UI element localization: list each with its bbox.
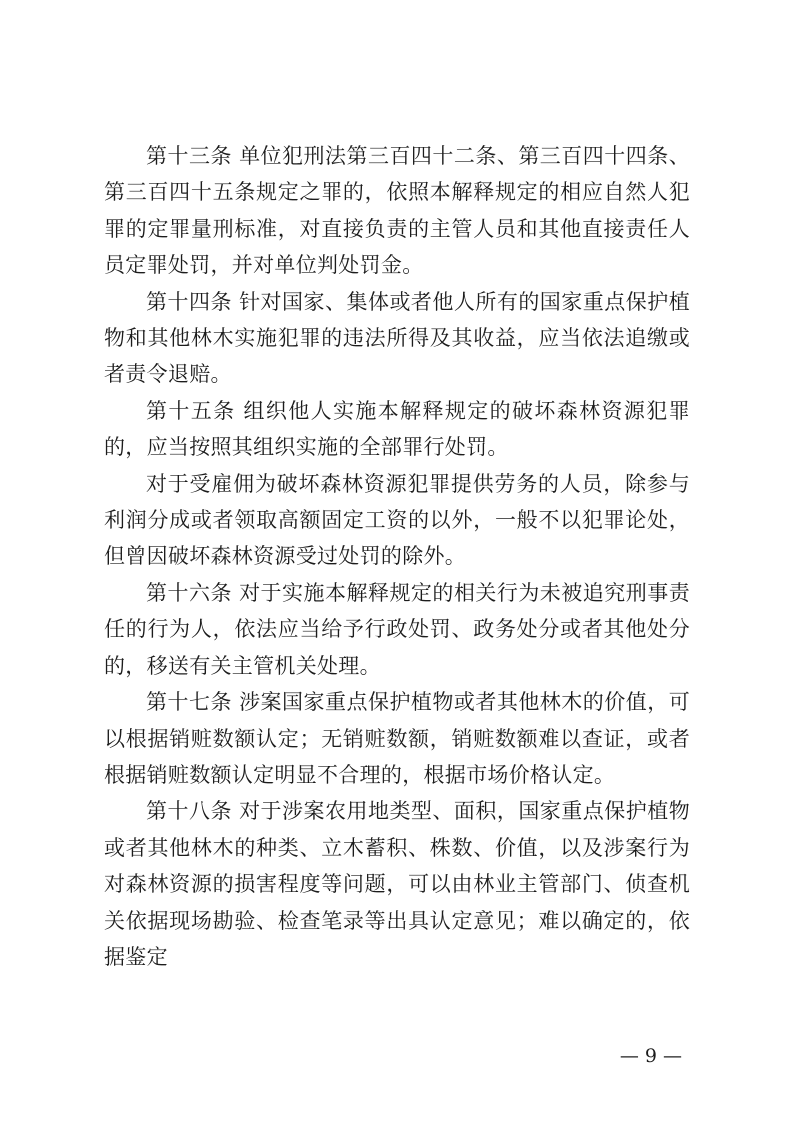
article-16-paragraph: 第十六条 对于实施本解释规定的相关行为未被追究刑事责任的行为人，依法应当给予行政处罚、政务处分或者其他处分的，移送有关主管机关处理。 (104, 580, 690, 678)
article-13-paragraph: 第十三条 单位犯刑法第三百四十二条、第三百四十四条、第三百四十五条规定之罪的，依照本解释规定的相应自然人犯罪的定罪量刑标准，对直接负责的主管人员和其他直接责任人员定罪处罚，并对单位判处罚金。 (104, 144, 690, 278)
document-body (104, 138, 690, 975)
article-18-paragraph: 第十八条 对于涉案农用地类型、面积，国家重点保护植物或者其他林木的种类、立木蓄积、株数、价值，以及涉案行为对森林资源的损害程度等问题，可以由林业主管部门、侦查机关依据现场勘验、检查笔录等出具认定意见；难以确定的，依据鉴定 (104, 799, 690, 969)
page-number: — 9 — (619, 1045, 682, 1067)
article-15-paragraph: 第十五条 组织他人实施本解释规定的破坏森林资源犯罪的，应当按照其组织实施的全部罪行处罚。 (104, 398, 690, 460)
article-17-paragraph: 第十七条 涉案国家重点保护植物或者其他林木的价值，可以根据销赃数额认定；无销赃数额，销赃数额难以查证，或者根据销赃数额认定明显不合理的，根据市场价格认定。 (104, 690, 690, 787)
article-14-paragraph: 第十四条 针对国家、集体或者他人所有的国家重点保护植物和其他林木实施犯罪的违法所得及其收益，应当依法追缴或者责令退赔。 (104, 289, 690, 387)
article-15-second-paragraph: 对于受雇佣为破坏森林资源犯罪提供劳务的人员，除参与利润分成或者领取高额固定工资的以外，一般不以犯罪论处，但曾因破坏森林资源受过处罚的除外。 (104, 471, 690, 569)
